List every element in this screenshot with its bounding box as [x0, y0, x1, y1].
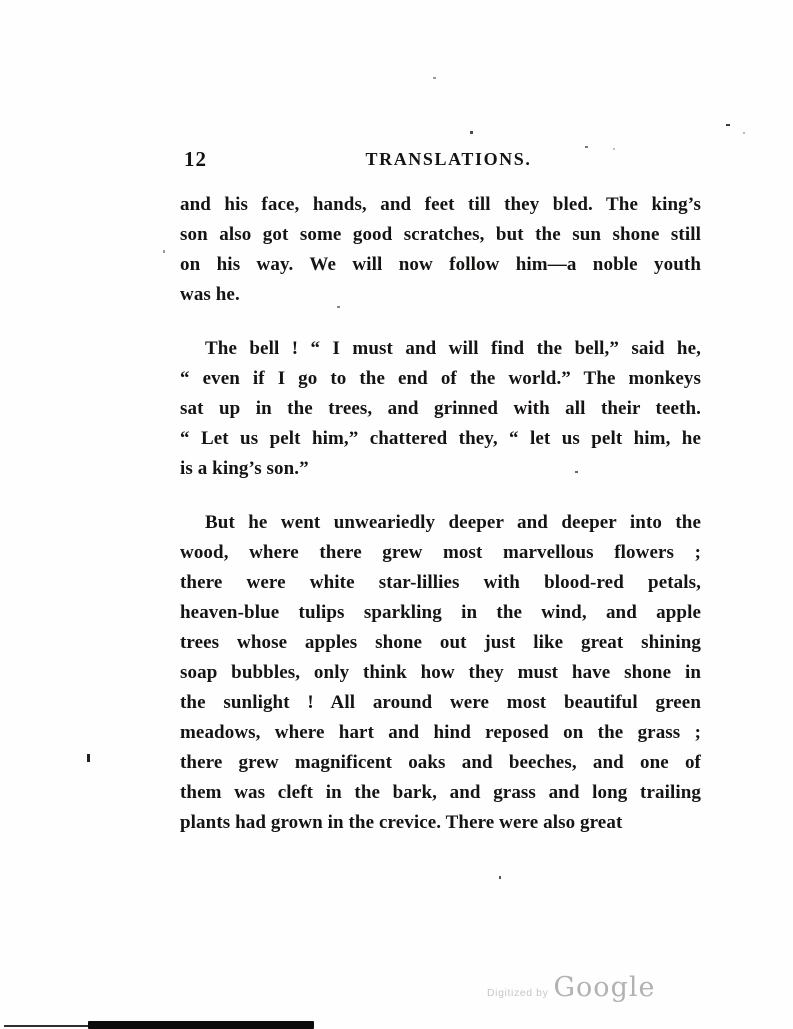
scan-speck — [87, 754, 90, 762]
text-line: them was cleft in the bark, and grass and long trailing — [180, 782, 701, 803]
scan-edge-bar — [88, 1021, 314, 1029]
text-line: But he went unweariedly deeper and deeper into the — [205, 512, 701, 533]
text-line: there grew magnificent oaks and beeches, and one of — [180, 752, 701, 773]
scan-speck — [163, 250, 165, 253]
text-line: was he. — [180, 284, 240, 305]
scan-speck — [613, 148, 615, 150]
text-line: on his way. We will now follow him—a noble youth — [180, 254, 701, 275]
scan-speck — [433, 77, 436, 79]
text-line: there were white star-lillies with blood-red petals, — [180, 572, 701, 593]
text-line: heaven-blue tulips sparkling in the wind, and apple — [180, 602, 701, 623]
text-line: The bell ! “ I must and will find the bell,” said he, — [205, 338, 701, 359]
scan-edge-line — [4, 1025, 96, 1027]
page-number: 12 — [184, 147, 207, 171]
page-body-text — [180, 190, 701, 838]
text-line: sat up in the trees, and grinned with all their teeth. — [180, 398, 701, 419]
paragraph — [180, 190, 701, 310]
scan-speck — [337, 306, 340, 308]
scan-speck — [743, 132, 745, 134]
text-line: wood, where there grew most marvellous flowers ; — [180, 542, 701, 563]
digitized-watermark — [487, 974, 655, 1001]
paragraph — [180, 508, 701, 838]
text-line: son also got some good scratches, but the sun shone still — [180, 224, 701, 245]
text-line: meadows, where hart and hind reposed on the grass ; — [180, 722, 701, 743]
running-title: TRANSLATIONS. — [365, 149, 532, 169]
scan-speck — [575, 471, 578, 473]
scan-speck — [585, 146, 588, 148]
paragraph — [180, 334, 701, 484]
digitized-by-label: Digitized by — [487, 987, 549, 999]
scan-speck — [726, 124, 730, 126]
scan-speck — [470, 131, 473, 134]
text-line: soap bubbles, only think how they must have shone in — [180, 662, 701, 683]
google-logo: Google — [553, 972, 656, 1003]
text-line: trees whose apples shone out just like great shining — [180, 632, 701, 653]
scan-speck — [499, 876, 501, 879]
text-line: plants had grown in the crevice. There were also great — [180, 812, 623, 833]
page-header — [180, 147, 701, 175]
text-line: “ even if I go to the end of the world.” The monkeys — [180, 368, 701, 389]
text-line: is a king’s son.” — [180, 458, 309, 479]
text-line: the sunlight ! All around were most beautiful green — [180, 692, 701, 713]
text-line: “ Let us pelt him,” chattered they, “ let us pelt him, he — [180, 428, 701, 449]
text-line: and his face, hands, and feet till they bled. The king’s — [180, 194, 701, 215]
